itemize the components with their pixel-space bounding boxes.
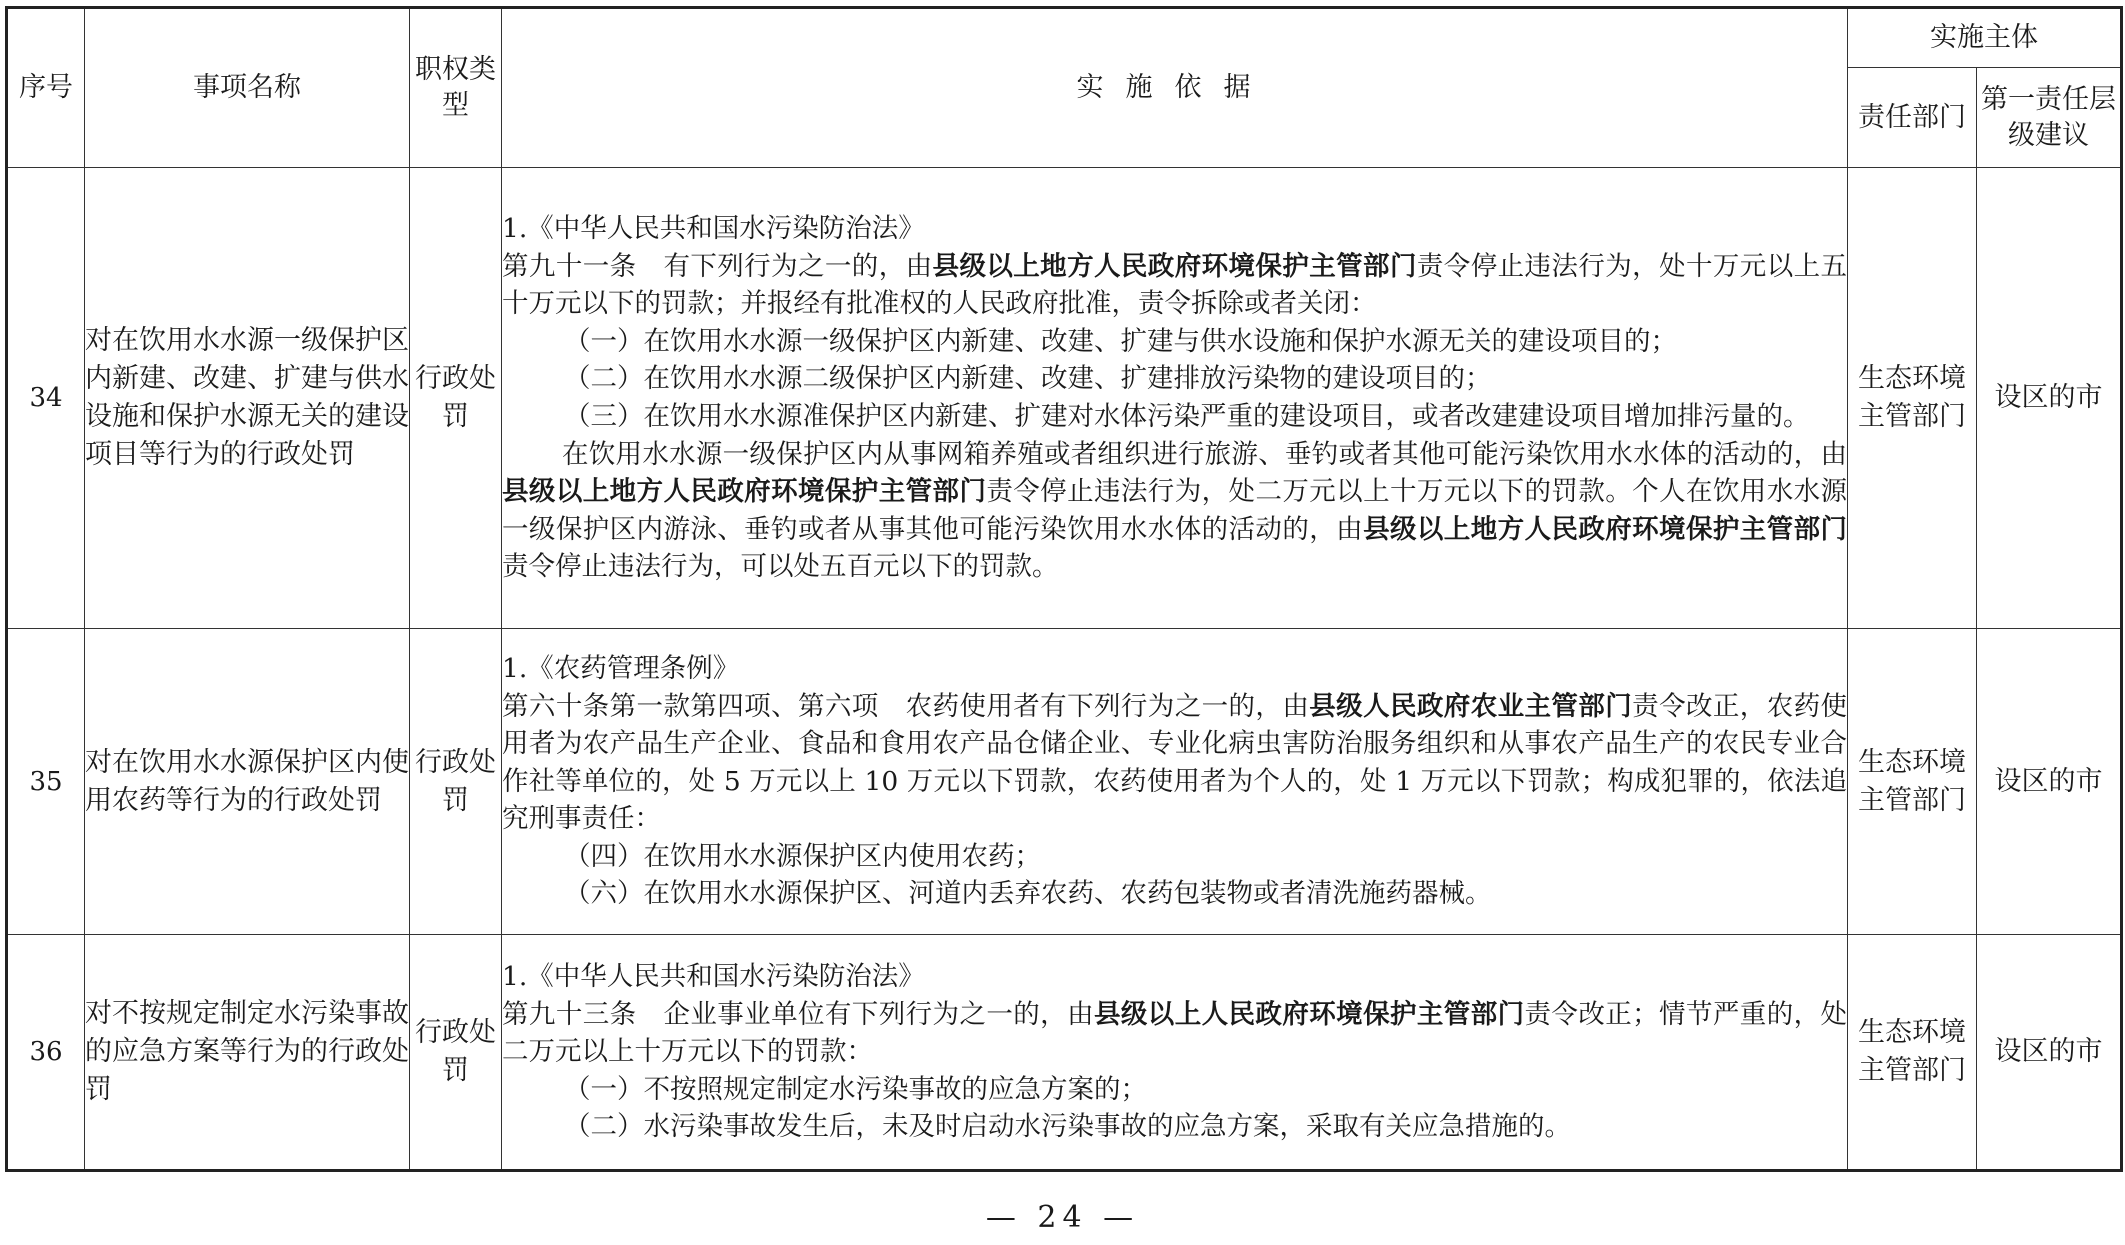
page-number: — 24 — (985, 1200, 1140, 1235)
enforcement-items-table (5, 6, 2123, 1172)
row-authority-type: 行政处罚 (410, 935, 502, 1171)
row-first-level: 设区的市 (1977, 168, 2122, 629)
table-row (7, 935, 2122, 1171)
row-item-name: 对不按规定制定水污染事故的应急方案等行为的行政处罚 (85, 935, 410, 1171)
row-authority-type: 行政处罚 (410, 629, 502, 935)
basis-law-title: 1.《农药管理条例》 (502, 652, 740, 684)
row-first-level: 设区的市 (1977, 629, 2122, 935)
table-row (7, 168, 2122, 629)
basis-item: （二）在饮用水水源二级保护区内新建、改建、扩建排放污染物的建设项目的； (564, 363, 1492, 395)
basis-article: 第九十一条 有下列行为之一的，由县级以上地方人民政府环境保护主管部门责令停止违法行为，处十万元以上五十万元以下的罚款；并报经有批准权的人民政府批准，责令拆除或者关闭： (502, 250, 1848, 320)
basis-authority-bold: 县级以上人民政府环境保护主管部门 (1093, 998, 1525, 1030)
basis-article: 第九十三条 企业事业单位有下列行为之一的，由县级以上人民政府环境保护主管部门责令改正；情节严重的，处二万元以上十万元以下的罚款： (502, 998, 1848, 1068)
basis-item: （六）在饮用水水源保护区、河道内丢弃农药、农药包装物或者清洗施药器械。 (564, 878, 1492, 910)
row-responsible-dept: 生态环境主管部门 (1848, 935, 1977, 1171)
header-seq: 序号 (7, 8, 85, 168)
header-subject: 实施主体 (1848, 8, 2122, 68)
row-item-name: 对在饮用水水源保护区内使用农药等行为的行政处罚 (85, 629, 410, 935)
header-authority-type: 职权类型 (410, 8, 502, 168)
basis-authority-bold: 县级以上地方人民政府环境保护主管部门 (932, 250, 1417, 282)
basis-law-title: 1.《中华人民共和国水污染防治法》 (502, 961, 925, 993)
basis-item: （一）不按照规定制定水污染事故的应急方案的； (564, 1073, 1147, 1105)
row-authority-type: 行政处罚 (410, 168, 502, 629)
row-responsible-dept: 生态环境主管部门 (1848, 168, 1977, 629)
header-row-1 (7, 8, 2122, 68)
header-basis: 实施依据 (502, 8, 1848, 168)
row-basis (502, 629, 1848, 935)
table-row (7, 629, 2122, 935)
basis-item: （二）水污染事故发生后，未及时启动水污染事故的应急方案，采取有关应急措施的。 (564, 1111, 1571, 1143)
row-item-name: 对在饮用水水源一级保护区内新建、改建、扩建与供水设施和保护水源无关的建设项目等行为的行政处罚 (85, 168, 410, 629)
row-seq: 36 (7, 935, 85, 1171)
header-first-level: 第一责任层级建议 (1977, 68, 2122, 168)
basis-article: 第六十条第一款第四项、第六项 农药使用者有下列行为之一的，由县级人民政府农业主管部门责令改正，农药使用者为农产品生产企业、食品和食用农产品仓储企业、专业化病虫害防治服务组织和从事农产品生产的农民专业合作社等单位的，处 5 万元以上 10 万元以下罚款，农药使用者为个人的，处 1 万元以下罚款；构成犯罪的，依法追究刑事责任： (502, 690, 1848, 835)
row-seq: 35 (7, 629, 85, 935)
basis-law-title: 1.《中华人民共和国水污染防治法》 (502, 213, 925, 245)
row-first-level: 设区的市 (1977, 935, 2122, 1171)
row-responsible-dept: 生态环境主管部门 (1848, 629, 1977, 935)
row-basis (502, 935, 1848, 1171)
row-basis (502, 168, 1848, 629)
basis-item: （四）在饮用水水源保护区内使用农药； (564, 840, 1041, 872)
header-responsible-dept: 责任部门 (1848, 68, 1977, 168)
header-item-name: 事项名称 (85, 8, 410, 168)
basis-authority-bold: 县级以上地方人民政府环境保护主管部门 (1363, 513, 1848, 545)
basis-authority-bold: 县级人民政府农业主管部门 (1309, 690, 1633, 722)
basis-paragraph: 在饮用水水源一级保护区内从事网箱养殖或者组织进行旅游、垂钓或者其他可能污染饮用水水体的活动的，由县级以上地方人民政府环境保护主管部门责令停止违法行为，处二万元以上十万元以下的罚款。个人在饮用水水源一级保护区内游泳、垂钓或者从事其他可能污染饮用水水体的活动的，由县级以上地方人民政府环境保护主管部门责令停止违法行为，可以处五百元以下的罚款。 (502, 438, 1848, 583)
basis-item: （一）在饮用水水源一级保护区内新建、改建、扩建与供水设施和保护水源无关的建设项目的； (564, 325, 1677, 357)
row-seq: 34 (7, 168, 85, 629)
basis-authority-bold: 县级以上地方人民政府环境保护主管部门 (502, 476, 987, 508)
basis-item: （三）在饮用水水源准保护区内新建、扩建对水体污染严重的建设项目，或者改建建设项目增加排污量的。 (564, 401, 1810, 432)
